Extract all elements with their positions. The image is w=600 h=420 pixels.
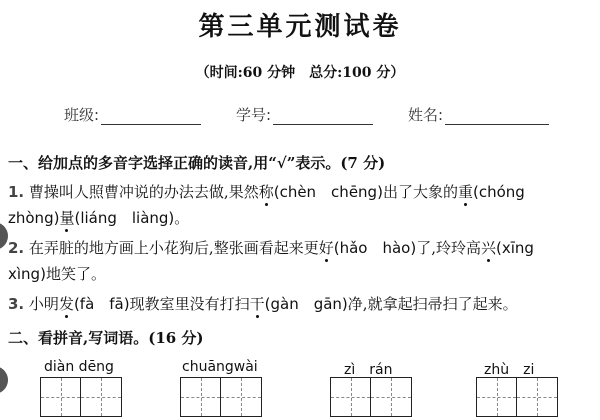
pinyin-choice[interactable]: zhòng) <box>8 209 60 227</box>
question-2-line-2 <box>8 263 106 284</box>
writing-grid-4[interactable] <box>476 377 558 417</box>
grid-cell[interactable] <box>41 378 81 416</box>
grid-cell[interactable] <box>371 378 411 416</box>
section1-heading: 一、给加点的多音字选择正确的读音,用“√”表示。(7 分) <box>8 154 386 172</box>
dotted-char: 量 <box>59 209 75 227</box>
question-2-text: 了,玲玲高 <box>416 239 481 257</box>
grid-cell[interactable] <box>181 378 221 416</box>
dotted-char: 兴 <box>480 239 496 257</box>
grid-cell[interactable] <box>517 378 557 416</box>
question-1-line-1 <box>8 181 525 202</box>
punctuation: 。 <box>174 209 190 227</box>
grid-cell[interactable] <box>81 378 121 416</box>
binding-tab-top <box>0 222 8 250</box>
name-field[interactable] <box>408 104 549 125</box>
class-field[interactable] <box>64 104 201 125</box>
student-id-label: 学号: <box>236 106 272 124</box>
pinyin-choice[interactable]: xìng) <box>8 265 46 283</box>
pinyin-label-1: diàn dēng <box>44 359 114 375</box>
writing-grid-1[interactable] <box>40 377 122 417</box>
question-2-line-1 <box>8 237 534 258</box>
pinyin-choice[interactable]: (chóng <box>472 183 525 201</box>
pinyin-choice[interactable]: (fà fā) <box>73 295 130 313</box>
name-label: 姓名: <box>408 106 444 124</box>
writing-grid-2[interactable] <box>180 377 262 417</box>
pinyin-label-3: zì rán <box>344 362 393 378</box>
name-blank[interactable] <box>445 110 549 125</box>
question-1-line-2 <box>8 207 189 228</box>
pinyin-choice[interactable]: (hǎo hào) <box>333 239 417 257</box>
question-3-text: 小明 <box>28 295 59 313</box>
grid-cell[interactable] <box>221 378 261 416</box>
binding-tab-bottom <box>0 366 8 394</box>
dotted-char: 发 <box>58 295 74 313</box>
question-3-number: 3. <box>8 295 25 313</box>
pinyin-label-2: chuāngwài <box>182 359 258 375</box>
class-blank[interactable] <box>101 110 201 125</box>
writing-grid-3[interactable] <box>330 377 412 417</box>
dotted-char: 称 <box>258 183 274 201</box>
student-id-field[interactable] <box>236 104 373 125</box>
section2-heading: 二、看拼音,写词语。(16 分) <box>8 329 204 347</box>
question-1-text: 曹操叫人照曹冲说的办法去做,果然 <box>28 183 259 201</box>
dotted-char: 重 <box>457 183 473 201</box>
pinyin-choice[interactable]: (chèn chēng) <box>273 183 383 201</box>
grid-cell[interactable] <box>477 378 517 416</box>
pinyin-choice[interactable]: (xīng <box>495 239 534 257</box>
question-2-text: 地笑了。 <box>45 265 106 283</box>
question-2-number: 2. <box>8 239 25 257</box>
student-id-blank[interactable] <box>273 110 373 125</box>
pinyin-choice[interactable]: (gàn gān) <box>264 295 348 313</box>
question-3-text: 净,就拿起扫帚扫了起来。 <box>347 295 518 313</box>
pinyin-choice[interactable]: (liáng liàng) <box>74 209 175 227</box>
exam-time-score: （时间:60 分钟 总分:100 分） <box>195 65 405 81</box>
question-1-number: 1. <box>8 183 25 201</box>
dotted-char: 干 <box>249 295 265 313</box>
question-3-text: 现教室里没有打扫 <box>129 295 250 313</box>
grid-cell[interactable] <box>331 378 371 416</box>
question-3-line-1 <box>8 293 518 314</box>
question-1-text: 出了大象的 <box>382 183 458 201</box>
page-title: 第三单元测试卷 <box>198 12 402 42</box>
question-2-text: 在弄脏的地方画上小花狗后,整张画看起来更 <box>28 239 319 257</box>
dotted-char: 好 <box>318 239 334 257</box>
pinyin-label-4: zhù zi <box>484 362 535 378</box>
class-label: 班级: <box>64 106 100 124</box>
